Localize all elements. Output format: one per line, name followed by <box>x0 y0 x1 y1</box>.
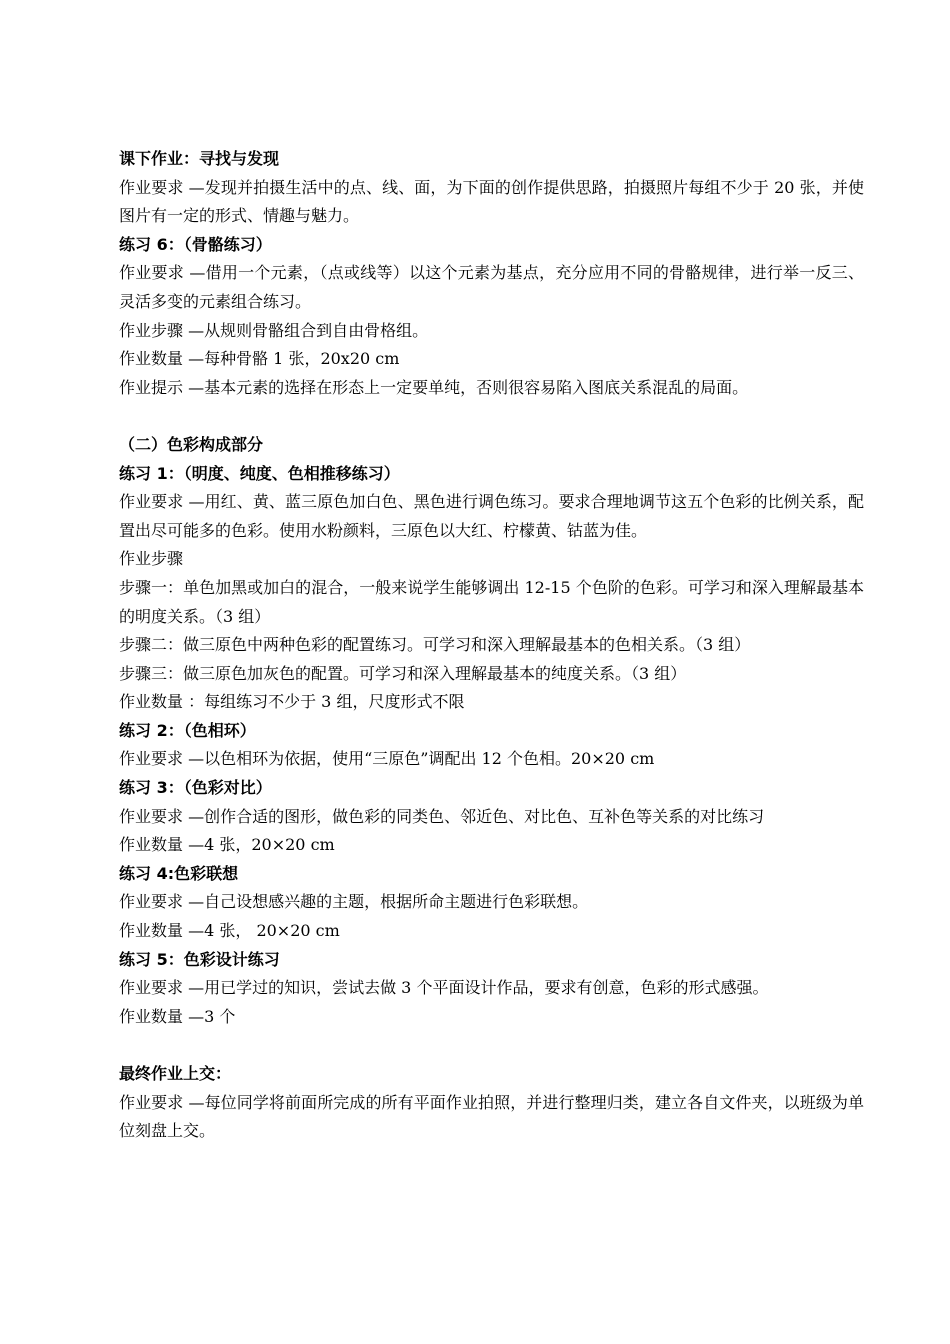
section-after-class-assignment <box>119 145 864 231</box>
section-heading: 练习 4:色彩联想 <box>119 863 239 883</box>
section-heading: 练习 2：（色相环） <box>119 720 256 740</box>
blank-line <box>119 402 864 431</box>
body-line: 作业步骤 —从规则骨骼组合到自由骨格组。 <box>119 320 429 340</box>
body-paragraph: 步骤一：单色加黑或加白的混合，一般来说学生能够调出 12-15 个色阶的色彩。可学习和深入理解最基本的明度关系。（3 组） <box>119 577 864 626</box>
body-line: 作业提示 —基本元素的选择在形态上一定要单纯，否则很容易陷入图底关系混乱的局面。 <box>119 377 749 397</box>
section-exercise-6 <box>119 231 864 403</box>
body-paragraph: 作业要求 —借用一个元素，（点或线等）以这个元素为基点，充分应用不同的骨骼规律，进行举一反三、灵活多变的元素组合练习。 <box>119 263 864 311</box>
body-line: 作业要求 —用已学过的知识，尝试去做 3 个平面设计作品，要求有创意，色彩的形式感强。 <box>119 978 769 998</box>
body-paragraph: 作业要求 —用红、黄、蓝三原色加白色、黑色进行调色练习。要求合理地调节这五个色彩的比例关系，配置出尽可能多的色彩。使用水粉颜料，三原色以大红、柠檬黄、钴蓝为佳。 <box>119 492 864 540</box>
section-heading: 练习 5：色彩设计练习 <box>119 949 280 969</box>
body-line: 作业数量 —3 个 <box>119 1006 236 1026</box>
body-line: 作业数量 —4 张，20×20 cm <box>119 835 335 855</box>
section-exercise-4 <box>119 860 864 946</box>
body-paragraph: 作业要求 —每位同学将前面所完成的所有平面作业拍照，并进行整理归类，建立各自文件夹，以班级为单位刻盘上交。 <box>119 1092 864 1141</box>
body-paragraph: 作业要求 —创作合适的图形，做色彩的同类色、邻近色、对比色、互补色等关系的对比练习 <box>119 806 765 826</box>
section-heading: 练习 6：（骨骼练习） <box>119 234 272 254</box>
body-line: 作业数量 —每种骨骼 1 张，20x20 cm <box>119 349 400 369</box>
blank-line <box>119 1031 864 1060</box>
section-exercise-1 <box>119 460 864 717</box>
section-exercise-2 <box>119 717 864 774</box>
section-heading: 练习 3：（色彩对比） <box>119 778 272 798</box>
body-line: 步骤三：做三原色加灰色的配置。可学习和深入理解最基本的纯度关系。（3 组） <box>119 663 687 683</box>
section-heading: （二）色彩构成部分 <box>119 434 264 454</box>
body-line: 作业数量 —4 张， 20×20 cm <box>119 921 340 941</box>
body-line: 作业要求 —以色相环为依据，使用“三原色”调配出 12 个色相。20×20 cm <box>119 749 655 769</box>
section-exercise-3 <box>119 774 864 860</box>
body-paragraph: 作业要求 —发现并拍摄生活中的点、线、面，为下面的创作提供思路，拍摄照片每组不少于 20 张，并使图片有一定的形式、情趣与魅力。 <box>119 177 864 226</box>
body-line: 作业数量 ：每组练习不少于 3 组，尺度形式不限 <box>119 692 465 712</box>
body-line: 步骤二：做三原色中两种色彩的配置练习。可学习和深入理解最基本的色相关系。（3 组） <box>119 635 751 655</box>
section-exercise-5 <box>119 946 864 1032</box>
section-heading: 课下作业：寻找与发现 <box>119 149 280 168</box>
body-line: 作业步骤 <box>119 549 184 569</box>
section-color-composition <box>119 431 864 460</box>
document-body <box>119 145 864 1146</box>
section-heading: 练习 1：（明度、纯度、色相推移练习） <box>119 463 400 483</box>
section-heading: 最终作业上交： <box>119 1064 232 1083</box>
section-final-submission <box>119 1060 864 1146</box>
body-line: 作业要求 —自己设想感兴趣的主题，根据所命主题进行色彩联想。 <box>119 892 589 912</box>
